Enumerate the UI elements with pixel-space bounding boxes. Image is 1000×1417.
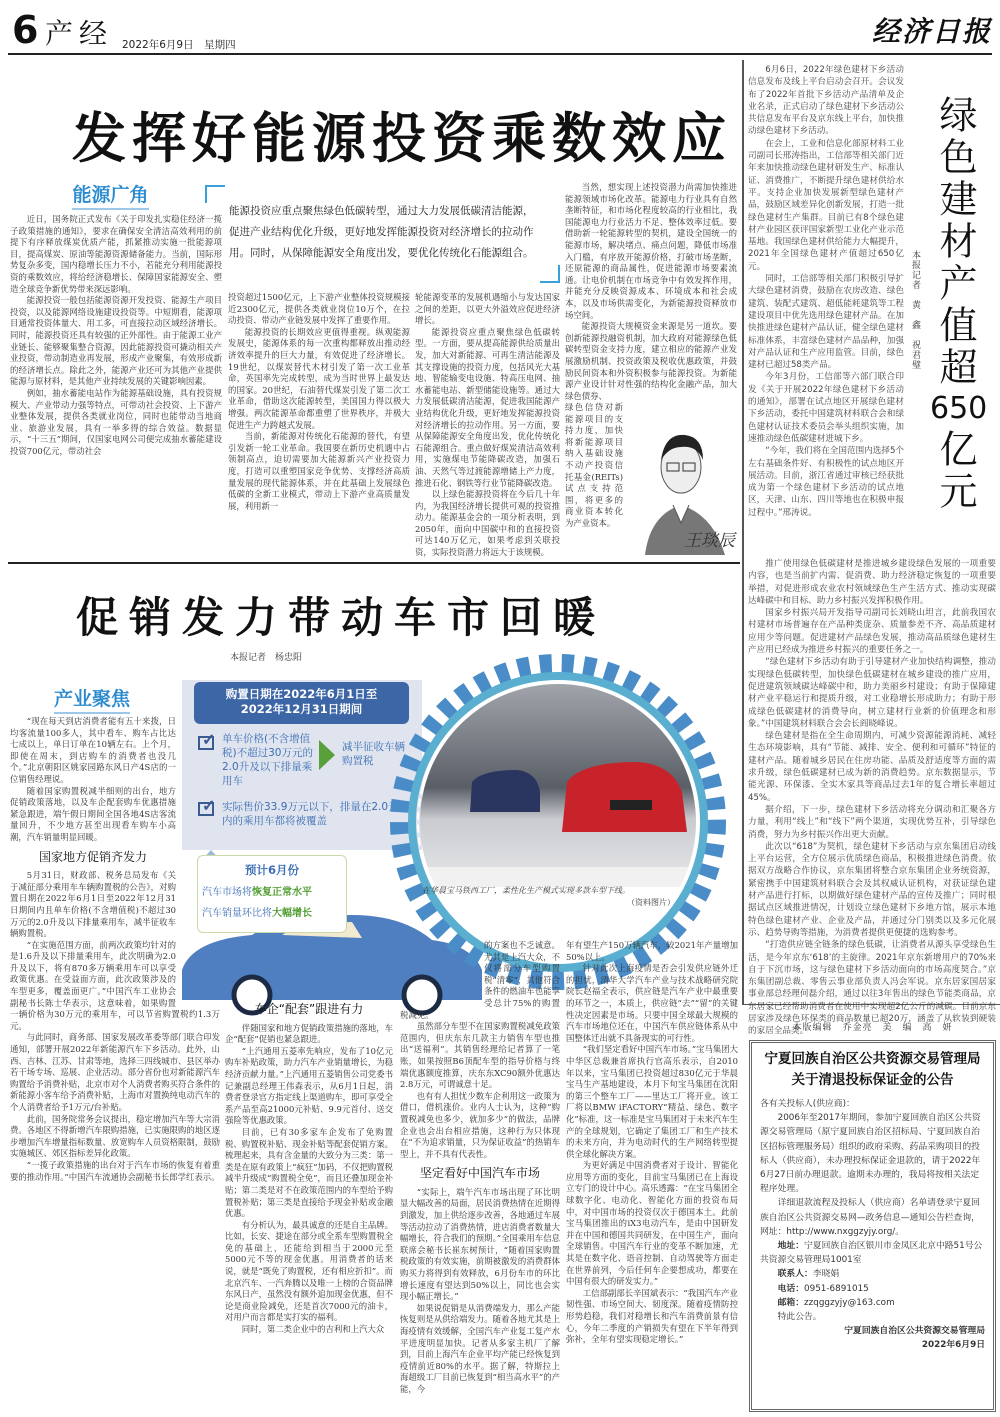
email-link[interactable]: zzqggzyjy@163.com	[804, 1297, 895, 1308]
notice-address	[760, 1239, 985, 1267]
headline-part: 绿色建材产值超	[933, 95, 977, 389]
article2-col2	[225, 1002, 393, 1411]
paragraph: 同时，工信部等相关部门积极引导扩大绿色建材消费，鼓励在农房改造、绿色建筑、装配式建筑、超低能耗建筑等工程建设项目中优先选用绿色建材产品。在加快推进绿色建材产品认证，健全绿色建材标准体系，丰富绿色建材产品品种，加强对产品认证和生产应用监管。目前，绿色建材已超过58类产品。	[748, 274, 904, 371]
page-number: 6	[12, 8, 39, 52]
paragraph: 能源投资应重点聚焦绿色低碳转型。一方面，要从提高能源供给质量出发，加大对新能源、可再生清洁能源及其支撑设施的投资力度，包括风光大基地、智能输变电设施、特高压电网、抽水蓄能电站、新型储能设施等。通过大力发展低碳清洁能源，促进我国能源产业结构优化升级，更好地发挥能源投资对经济增长的拉动作用。另一方面，要从保障能源安全角度出发，优化传统化石能源组合。重点做好煤炭清洁高效利用，实施煤电节能降碳改造，加强石油、天然气等过渡能源增储上产力度，推进石化、钢铁等行业节能降碳改造。	[415, 326, 560, 488]
pullquote-text: 能源投资应重点聚焦绿色低碳转型，通过大力发展低碳清洁能源，促进产业结构优化升级，更好地发挥能源投资对经济增长的拉动作用。同时，从保障能源安全角度出发，要优化传统化石能源组合。	[229, 205, 534, 259]
paragraph: 投资超过1500亿元，上下游产业整体投资规模接近2300亿元，提供各类就业岗位10万个，在拉动投资、带动产业链发展中发挥了重要作用。	[228, 292, 410, 326]
paragraph: “打造供应链全链条的绿色低碳，让消费者从源头享受绿色生活，是今年京东‘618’的主旋律。2021年京东新增用户的70%来自于下沉市场，这与绿色建材下乡活动面向的市场高度契合。”京东集团副总裁、零售云事业部负责人冯会军说。京东居家国居家事业部总经理何磊介绍，通过以往3年售出的绿色节能类商品，京东居家已经帮助消费者在使用中实现超2亿公斤的减碳。目前京东居家涉及绿色环保类的商品数量已超20万，涵盖了从软装到硬装的家居全品类。	[748, 940, 996, 1037]
notice-title: 宁夏回族自治区公共资源交易管理局	[764, 1051, 981, 1067]
forecast-highlight: 恢复正常水平	[252, 887, 312, 898]
column-label-text: 能源广角	[72, 180, 148, 210]
article2-col3	[400, 940, 560, 1411]
paragraph: 今年3月份，工信部等六部门联合印发《关于开展2022年绿色建材下乡活动的通知》，部署在试点地区开展绿色建材下乡活动，委托中国建筑材料联合会和绿色建材认证技术委员会举头组织实施，加速推动绿色低碳建材进城下乡。	[748, 372, 904, 444]
paragraph: 虽然部分车型不在国家购置税减免政策范围内，但庆东东几款主力销售车型也推出“送福利”。其销售经理给记者算了一笔账，如果按照B6顶配车型的指导价格与终端优惠额度推算，庆东东XC90额外优惠达2.8万元，可谓诚意十足。	[400, 1021, 560, 1090]
headline-part: 亿元	[933, 429, 977, 513]
photo-credit: （资料图片）	[627, 898, 675, 907]
paragraph: 此次以“618”为契机，绿色建材下乡活动与京东集团启动线上平台运营，全方位展示优质绿色商品，积极推进绿色消费。依据双方战略合作协议，京东集团将整合京东集团企业务统资源，紧密携手中国建筑材料联合会及其权威认证机构，对获证绿色建材产品进行打标，以期做好绿色建材产品的宣传及推广；同时根据试点区域推进情况，计划设立绿色建材下乡地方馆，展示本地特色绿色建材产业、企业及产品，并通过分门别类以及多元化展示、趋势导购等措施，为消费者提供更便捷的选购参考。	[748, 841, 996, 938]
paragraph: 能源投资的长期效应更值得重视。纵观能源发展史，能源体系的每一次重构都释放出推动经济效率提升的巨大力量，有效促进了经济增长。19世纪，以煤炭替代木材引发了第一次工业革命，英国率先完成转型，成为当时世界上最发达的国家。20世纪，石油替代煤炭引发了第二次工业革命，借助这次能源转型，美国国力得以极大增强。两次能源革命都重塑了世界秩序，并极大促进生产力跨越式发展。	[228, 326, 410, 430]
paragraph: “绿色建材下乡活动有助于引导建材产业加快结构调整，推动实现绿色低碳转型，加快绿色低碳建材在城乡建设的推广应用，促进建筑领域碳达峰碳中和，助力美丽乡村建设；有助于保障建材产业平稳运行和提质升级，对工业稳增长形成助力；有助于形成绿色低碳建材的消费导向，树立建材行业新的价值理念和形象。”中国建筑材料联合会会长阎晓峰说。	[748, 657, 996, 729]
article2-title: 促销发力带动车市回暖	[76, 593, 607, 642]
sidebar-narrow-col	[748, 64, 904, 556]
article1-col4	[565, 182, 737, 400]
paragraph: 国家乡村振兴局开发指导司副司长刘晓山坦言，此前我国农村建材市场普遍存在产品种类庞杂、质量参差不齐、高品质建材应用少等问题。促进建材产品绿色发展，推动高品质绿色建材生产应用已经成为推进乡村振兴的重要任务之一。	[748, 608, 996, 656]
article2-col4	[566, 940, 738, 1411]
article2-byline: 本报记者 杨忠阳	[230, 653, 303, 663]
arrow-right-icon	[319, 740, 335, 770]
paragraph: 以上绿色能源投资将在今后几十年内，为我国经济增长提供可观的投资推动力。能源基金会的一项分析表明，到2050年，面向中国碳中和的直接投资可达140万亿元，如果考虑到关联投资，实际投资潜力将远大于该规模。	[415, 489, 560, 558]
paragraph: “实际上，端午汽车市场出现了环比明显大幅改善的局面，居民消费热情在近期得到激发，加上供给逐步改善，各地通过车展等活动拉动了消费热情，进店消费者数量大幅增长，符合我们的预期。”全国乘用车信息联席会秘书长崔东树预计，“随着国家购置税政策的有效实施，前期被激发的消费群体购买力将得到有效释放，6月份车市的环比增长速度有望达到50%以上，同比也会实现小幅正增长。”	[400, 1186, 560, 1302]
paragraph: 随着国家购置税减半细则的出台，地方促销政策落地，以及车企配套购车优惠措施紧急跟进，端午假日期间全国各地4S店客流量回升，不少地方甚至出现看车购车小高潮，汽车销量明显回暖。	[10, 785, 176, 842]
paragraph: 能源投资一般包括能源资源开发投资、能源生产项目投资，以及能源网络设施建设投资等。中短期看，能源项目通常投资体量大、用工多，可直接拉动区域经济增长。同时，能源投资还具有较强的正外部性。由于能源工业产业链长、能够聚集整合资源，因此能源投资可撬动相关产业投资，带动制造业再发展，形成产业聚集，有效形成新的经济增长点。除此之外，能源产业还可为其他产业提供能源与原材料，是其他产业持续发展的关键影响因素。	[10, 295, 222, 387]
paragraph: 与此同时，商务部、国家发展改革委等部门联合印发通知，部署开展2022年新能源汽车下乡活动。此外，山西、吉林、江苏、甘肃等地，选择三四线城市、县区举办若干场专场、巡展、企业活动。部分省份也对新能源汽车购置给予消费补贴，北京市对个人消费者购买符合条件的新能源小客车给予消费补贴，上海市对置换纯电动汽车的个人消费者给予1万元/台补贴。	[10, 1032, 220, 1112]
paragraph: 2006年至2017年期间，参加宁夏回族自治区公共资源交易管理局（原宁夏回族自治区招标局、宁夏回族自治区招标管理服务局）组织的政府采购、药品采购项目的投标人（供应商），未办理投标保证金退款的，请于2022年6月27日前办理退款。逾期未办理的，我局将按相关法定程序处理。	[760, 1113, 981, 1195]
column-label-industry	[12, 684, 172, 714]
notice-subtitle: 关于清退投标保证金的公告	[791, 1072, 954, 1088]
subheading: 车企“配套”跟进有力	[254, 1002, 364, 1016]
paragraph: 如果说促销是从消费端发力，那么产能恢复则是从供给端发力。随着各地尤其是上海疫情有效缓解，全国汽车产业复工复产水平进度明显加快。记者从多家主机厂了解到，目前上海汽车企业平均产能已经恢复到疫情前近80%的水平。据了解，特斯拉上海超级工厂目前已恢复到“相当高水平”的产能，今	[400, 1302, 560, 1394]
forecast-text: 汽车市场将	[202, 887, 252, 898]
headline-number: 650	[930, 391, 988, 426]
forecast-title: 预计6月份	[244, 863, 299, 877]
gear-frame-icon	[352, 672, 740, 902]
paragraph: 6月6日，2022年绿色建材下乡活动信息发布及线上平台启动会召开。会议发布了2022年首批下乡活动产品清单及企业名录，正式启动了绿色建材下乡活动公共信息发布平台及京东线上平台，加快推动绿色建材下乡活动。	[748, 65, 904, 137]
column-label-energy	[18, 180, 203, 210]
paragraph: 针对此次上海疫情是否会引发供应链外迁的担忧，清华大学汽车产业与技术战略研究院院长赵福全表示，供应链是汽车产业中最重要的环节之一，本质上，供应链“去”“留”的关键性决定因素是市场。只要中国全球最大规模的汽车市场地位还在，中国汽车供应链体系从中国整体迁出就不具备现实的可行性。	[566, 963, 738, 1043]
paragraph: 为更好满足中国消费者对于设计、智能化应用等方面的变化，目前宝马集团已在上海设立专门的设计中心。高乐透露：“在宝马集团全球数字化、电动化、智能化方面的投资布局中，对中国市场的投资仅次于德国本土。此前宝马集团推出的iX3电动汽车，是由中国研发并在中国和德国共同研发，在中国生产，面向全球销售。中国汽车行业的变革不断加速，尤其是在数字化、语音控制、自动驾驶等方面走在世界前列，今后任何车企要想成功，都要在中国有很大的研发实力。”	[566, 1160, 738, 1287]
label: 邮箱：	[777, 1297, 804, 1308]
header-rule	[8, 53, 992, 55]
paragraph: 在会上，工业和信息化部原材料工业司副司长邢涛指出，工信部等相关部门近年来加快推动绿色建材研发生产、标准认证、消费推广，不断提升绿色建材供给水平。支持企业加快发展新型绿色建材产品，鼓励区域差异化创新发展，打造一批绿色建材生产集群。目前已有8个绿色建材产业园区获评国家新型工业化产业示范基地。我国绿色建材供给能力大幅提升，2021年全国绿色建材产值超过650亿元。	[748, 138, 904, 272]
policy-item-price-limit: 单车价格(不含增值税)不超过30万元的2.0升及以下排量乘用车	[222, 733, 313, 787]
paragraph: “上汽通用五菱率先响应，发布了10亿元购车补贴政策，助力汽车产业销量增长，为稳经济贡献力量。”上汽通用五菱销售公司党委书记兼副总经理王伟森表示，从6月1日起，消费者登录官方指定线上渠道购车，即可享受全系产品至高21000元补贴、9.9元首付、送交强险等优惠政策。	[225, 1045, 393, 1126]
paragraph: 也有有人担忧少数车企利用这一政策为借口，借机涨价。业内人士认为，这种“购置税减免也多少，就加多少”的做法，品牌企业也会出台相应措施，这种行为只体现在“不为追求销量，只为保证收益”的热销车型上，并不具有代表性。	[400, 1090, 560, 1159]
paragraph: 例如，抽水蓄能电站作为能源基础设施，具有投资规模大、产业带动力强等特点，可带动社会投资、上下游产业整体发展，提供各类就业岗位，同时也能带动当地商业、旅游业发展，具有一举多得的综合效益。数据显示，“十三五”期间，仅国家电网公司便完成抽水蓄能建设投资700亿元，带动社会	[10, 387, 222, 456]
notice-closing: 特此公告。	[777, 1312, 822, 1323]
value: 宁夏回族自治区银川市金凤区北京中路51号公共资源交易管理局1001室	[760, 1241, 983, 1266]
paragraph: 工信部副部长辛国斌表示：“我国汽车产业韧性强、市场空间大、韧度深。随着疫情防控形势趋稳，我们对稳增长和汽车消费前景有信心，今年二季度的产销损失有望在下半年得到弥补，全年有望实现稳定增长。”	[566, 1287, 738, 1345]
paragraph: 此前，国务院常务会议提出，稳定增加汽车等大宗消费。各地区不得新增汽车限购措施，已实施限购的地区逐步增加汽车增量指标数量、放宽购车人员资格限制，鼓励实施城区、郊区指标差异化政策。	[10, 1113, 220, 1159]
paragraph: 伴随国家和地方促销政策措施的落地，车企“配套”促销也紧急跟进。	[225, 1022, 393, 1045]
policy-result: 减半征收车辆购置税	[342, 741, 405, 767]
paragraph: 有分析认为，最具诚意的还是自主品牌。比如，长安、捷途在部分或全系车型购置税全免的基础上，还能给到相当于2000元至5000元不等的现金优惠。用消费者的话来说，就是“既免了购置税，还有相应折扣”。而北京汽车、一汽奔腾以及唯一上榜的合资品牌东风日产，虽然没有额外追加现金优惠，但不论是商业险减免，还是首次7000元的油卡，对用户而言都是实打实的福利。	[225, 1219, 393, 1323]
notice-date: 2022年6月9日	[921, 1340, 985, 1351]
paragraph: 的方案也不乏诚意。尤其是上汽大众，不仅将部分车型购置税“清零”，其他符合条件的燃油车也能享受总计75%的购置税减免。	[400, 940, 560, 1020]
author-signature: 王琰辰	[684, 531, 735, 551]
article1-col1	[10, 214, 222, 557]
subheading: 国家地方促销齐发力	[38, 849, 147, 864]
forecast-highlight: 大幅增长	[272, 908, 312, 919]
paragraph: 绿色信贷对新能源项目的支持力度，加快将新能源项目纳入基础设施不动产投资信托基金(REITs)试点支持范围，将更多的商业资本转化为产业资本。	[565, 402, 623, 528]
photo-caption: 在华晨宝马铁西工厂，柔性化生产模式实现多款车型下线。	[422, 886, 630, 895]
paragraph: “在实施范围方面，前两次政策均针对的是1.6升及以下排量乘用车，此次明确为2.0升及以下，将有870多万辆乘用车可以享受政策优惠。在受益面方面，此次政策涉及的车型更多，覆盖面更广。”中国汽车工业协会副秘书长陈士华表示，这意味着，如果购置一辆价格为30万元的乘用车，可以节省购置税约1.3万元。	[10, 939, 220, 1031]
label: 地址：	[777, 1241, 804, 1252]
paragraph: “现在每天到店消费者能有五十来拨，日均客流量100多人，其中看车、购车占比达七成以上，单日订单在10辆左右。上个月，即使在周末，到店购车的消费者也没几个。”北京朝阳区姚家园路东风日产4S店的一位销售经理说。	[10, 716, 176, 784]
subheading: 坚定看好中国汽车市场	[419, 1166, 540, 1181]
period-line: 购置日期在2022年6月1日至	[225, 687, 378, 701]
article1-col2	[228, 292, 410, 557]
paragraph: 绿色建材是指在全生命周期内，可减少资源能源消耗、减轻生态环境影响，具有“节能、减排、安全、便利和可循环”特征的建材产品。随着城乡居民在住房功能、品质及舒适度等方面的需求升级，绿色低碳建材已成为新的消费趋势。京东数据显示，节能光源、环保漆、全实木家具等商品过去1年的复合增长率超过45%。	[748, 731, 996, 803]
paragraph: 目前，已有30多家车企发布了免购置税、购置税补贴、现金补贴等配套促销方案。梳理起来，具有含金量的大致分为三类：第一类是在原有政策上“疯狂”加码，不仅把购置税减半升级成“购置税全免”，而且还叠加现金补贴；第二类是对不在政策范围内的车型给予购置税补贴；第三类是直接给予现金补贴或金融优惠。	[225, 1126, 393, 1219]
paragraph: “今年，我们将在全国范围内选择5个左右基础条件好、有积极性的试点地区开展活动。目前，浙江省通过审核已经获批成为第一个绿色建材下乡活动的试点地区，天津、山东、四川等地也在积极申报过程中。”邢涛说。	[748, 446, 905, 518]
article1-title: 发挥好能源投资乘数效应	[72, 107, 732, 170]
paragraph: 当然，想实现上述投资潜力尚需加快推进能源领域市场化改革。能源电力行业具有自然垄断特征，和市场化程度较高的行业相比，我国能源电力行业活力不足、整体效率过低。要借助新一轮能源转型的契机，建设全国统一的能源市场，解决堵点、痛点问题，降低市场准入门槛，有序放开能源价格，打破市场垄断，还原能源的商品属性，促进能源市场要素流通。让电价机制在市场竞争中有效发挥作用，并能充分反映资源成本、环境成本和社会成本，以及市场供需变化，为新能源投资释放市场空间。	[565, 182, 737, 320]
value: 李晓娟	[812, 1269, 840, 1280]
value: 0951-6891015	[804, 1283, 869, 1294]
quote-bracket-bottom	[540, 265, 560, 283]
notice-phone	[760, 1282, 985, 1296]
paragraph: 当前，新能源对传统化石能源的替代，有望引发新一轮工业革命。我国要在新历史机遇中占领制高点，迫切需要加大能源新兴产业投资力度，打造可以重塑国家竞争优势、支撑经济高质量发展的现代能源体系，并在此基础上发展绿色低碳的全新工业模式，带动上下游产业高质量发展，利用新一	[228, 431, 410, 511]
issue-date: 2022年6月9日 星期四	[122, 39, 236, 51]
policy-item-coverage: 实际售价33.9万元以下，排量在2.0升以内的乘用车都将被覆盖	[222, 801, 410, 827]
paragraph: 轮能源变革的发展机遇缩小与发达国家之间的差距，以更大外溢效应促进经济增长。	[415, 292, 560, 326]
paragraph: 年有望生产150万辆汽车，较2021年产量增加50%以上。	[566, 940, 738, 962]
car-clearance	[400, 940, 484, 1002]
public-notice	[749, 1040, 996, 1412]
checkbox-icon: ✓	[198, 736, 214, 750]
paragraph: 能源投资大规模资金来源是另一道坎。要创新能源投融资机制，加大政府对能源绿色低碳转型资金支持力度，建立相应的能源产业发展激励机制、投资政策及税收优惠政策，并鼓励民间资本和外资积极参与能源投资。为新能源产业设计针对性强的结构化金融产品，加大绿色债券、	[565, 321, 737, 401]
column-label-text: 产业聚焦	[54, 684, 130, 714]
forecast-text: 汽车销量环比将	[202, 908, 272, 919]
paragraph: “我们坚定看好中国汽车市场。”宝马集团大中华区总裁兼首席执行官高乐表示，自2010年以来，宝马集团已投资超过830亿元于华晨宝马生产基地建设，本月下旬宝马集团在沈阳的第三个整车工厂——里达工厂将开业。该工厂将以BMW iFACTORY“精益、绿色、数字化”标准，这一标准是宝马集团对于未来汽车生产的全球规划，它确定了集团工厂和生产技术的未来方向，并为电动时代的生产网络转型提供全球化解决方案。	[566, 1044, 738, 1159]
paragraph: 同时，第二类企业中的吉利和上汽大众	[241, 1324, 385, 1335]
period-line: 2022年12月31日期间	[240, 702, 363, 716]
paragraph: “一揽子政策措施的出台对于汽车市场的恢复有着重要的推动作用。”中国汽车流通协会副秘书长郎学红表示。	[10, 1159, 220, 1182]
label: 联系人：	[777, 1269, 813, 1280]
label: 电话：	[777, 1283, 804, 1294]
author-portrait	[625, 405, 737, 555]
article1-col3	[415, 292, 560, 557]
sidebar-headline	[930, 95, 988, 513]
checkbox-icon: ✓	[198, 802, 214, 816]
paragraph: 近日，国务院正式发布《关于印发扎实稳住经济一揽子政策措施的通知》，要求在确保安全清洁高效利用的前提下有序释放煤炭优质产能，抓紧推动实施一批能源项目，提高煤炭、原油等能源资源储备能力。当前，国际形势复杂多变，国内稳增长压力不小，若能充分利用能源投资的乘数效应，将给经济稳增长、保障国家能源安全、塑造全球竞争新优势带来深远影响。	[10, 214, 222, 294]
quote-bracket-top	[205, 185, 225, 203]
paragraph: 5月31日，财政部、税务总局发布《关于减征部分乘用车车辆购置税的公告》，对购置日期在2022年6月1日至2022年12月31日期间内且单车价格(不含增值税)不超过30万元的2.0升及以下排量乘用车，减半征收车辆购置税。	[10, 870, 176, 939]
article1-col4-narrow	[565, 402, 623, 557]
notice-issuer: 宁夏回族自治区公共资源交易管理局	[844, 1326, 985, 1337]
article-divider	[8, 562, 740, 564]
sidebar-byline: 本报记者 黄 鑫 祝君璧	[910, 250, 920, 370]
notice-email	[760, 1296, 985, 1310]
forecast-box	[197, 855, 347, 933]
paragraph: 推广使用绿色低碳建材是推进城乡建设绿色发展的一项重要内容，也是当前扩内需、促消费、助力经济稳定恢复的一项重要举措，对促进形成农业农村领域绿色生产生活方式、推动实现碳达峰碳中和目标、助力乡村振兴发挥积极作用。	[748, 559, 996, 606]
notice-contact	[760, 1267, 985, 1281]
paragraph: 详细退款流程及投标人（供应商）名单请登录宁夏回族自治区公共资源交易网—政务信息—通知公告栏查询，网址：http://www.nxggzyjy.org/。	[760, 1198, 980, 1237]
pullquote	[205, 185, 560, 283]
section-name: 产经	[45, 17, 114, 50]
paragraph: 据介绍，下一步，绿色建材下乡活动将充分调动和汇聚各方力量，利用“线上”和“线下”两个渠道，实现优势互补，引导绿色消费，努力为乡村振兴作出更大贡献。	[748, 804, 996, 840]
newspaper-logo: 经济日报	[871, 15, 992, 48]
editors-credit: 本版编辑 乔金亮 美 编 高 妍	[792, 1023, 953, 1033]
notice-salutation: 各有关投标人(供应商)：	[760, 1099, 855, 1109]
